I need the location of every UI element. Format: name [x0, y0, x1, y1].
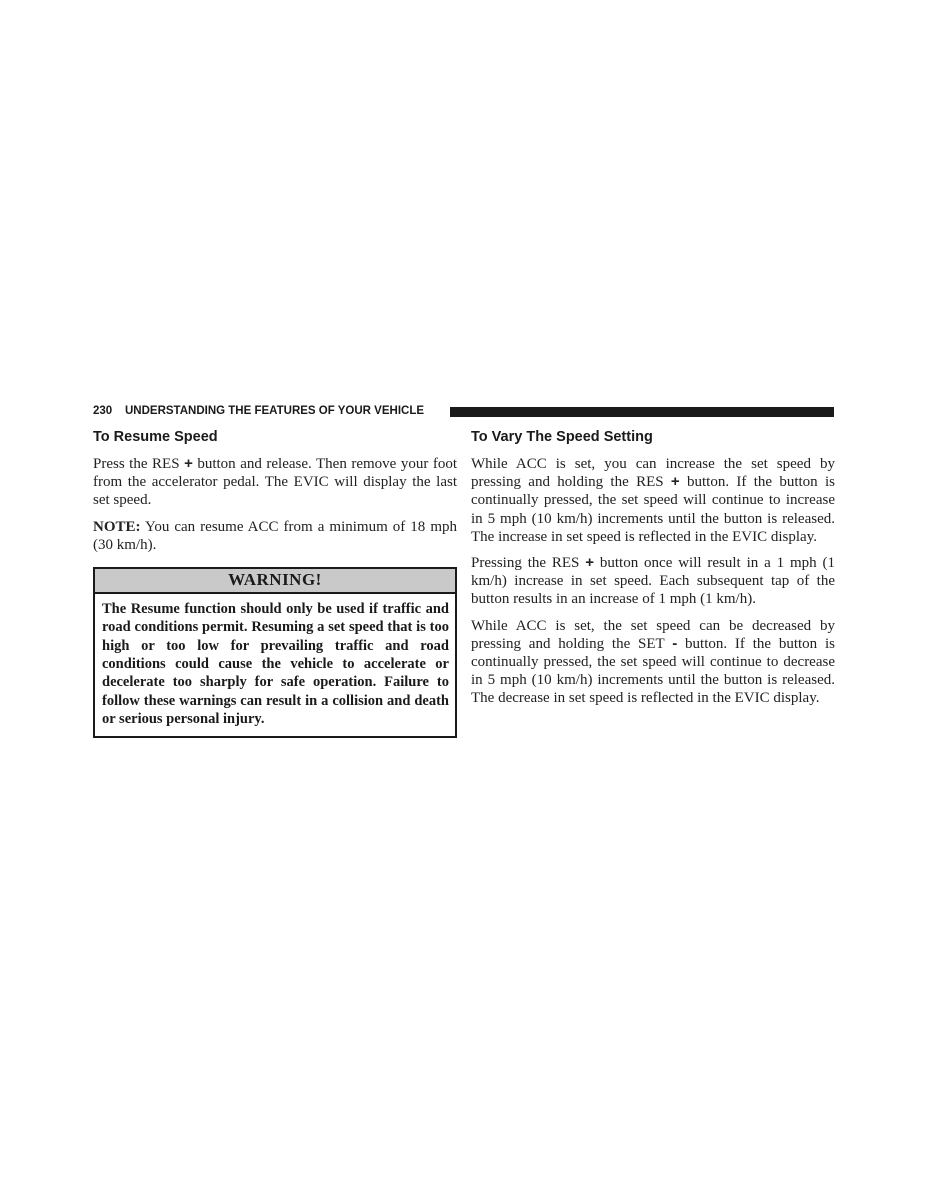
section-title: UNDERSTANDING THE FEATURES OF YOUR VEHICLE: [125, 405, 425, 417]
warning-box: [93, 567, 457, 738]
text-segment: button. If the button is continually pressed, the set speed will continue to increase in 5 mph (10 km/h) increments until the button is released. The increase in set speed is reflected in the EVIC display.: [471, 474, 835, 545]
minus-symbol: -: [672, 634, 678, 652]
header-rule-bar: [450, 407, 834, 417]
text-segment: While ACC is set, you can increase the set speed by pressing and holding the RES: [471, 456, 835, 491]
right-column: [471, 428, 835, 716]
vary-speed-paragraph-2: [471, 554, 835, 609]
plus-symbol: +: [670, 473, 680, 491]
vary-speed-paragraph-3: [471, 617, 835, 708]
text-segment: button. If the button is continually pressed, the set speed will continue to decrease in 5 mph (10 km/h) increments until the button is released. The decrease in set speed is reflected in the EVIC display.: [471, 635, 835, 707]
warning-text: The Resume function should only be used if traffic and road conditions permit. Resuming a set speed that is too high or too low for prevailing traffic and road conditions could cause the vehicle to accelerate or decelerate too sharply for safe operation. Failure to follow these warnings can result in a collision and death or serious personal injury.: [102, 601, 449, 727]
page-number: 230: [93, 405, 113, 417]
plus-symbol: +: [184, 455, 193, 472]
text-segment: button once will result in a 1 mph (1 km/h) increase in set speed. Each subsequent tap of the button results in an increase of 1 mph (1 km/h).: [471, 555, 835, 608]
text-segment: While ACC is set, the set speed can be decreased by pressing and holding the SET: [471, 617, 835, 652]
vary-speed-heading: To Vary The Speed Setting: [471, 429, 653, 445]
plus-symbol: +: [585, 554, 594, 572]
resume-speed-heading: To Resume Speed: [93, 429, 218, 445]
page-header: [93, 404, 834, 422]
note-label: NOTE:: [93, 518, 141, 535]
note-paragraph: [93, 518, 457, 554]
note-text: You can resume ACC from a minimum of 18 mph (30 km/h).: [93, 518, 457, 553]
left-column: [93, 428, 457, 738]
warning-title: WARNING!: [95, 569, 455, 594]
text-segment: Pressing the RES: [471, 555, 586, 572]
text-segment: button and release. Then remove your foot from the accelerator pedal. The EVIC will display the last set speed.: [93, 456, 457, 509]
resume-speed-paragraph: [93, 455, 457, 510]
vary-speed-paragraph-1: [471, 455, 835, 546]
text-segment: Press the RES: [93, 456, 185, 472]
